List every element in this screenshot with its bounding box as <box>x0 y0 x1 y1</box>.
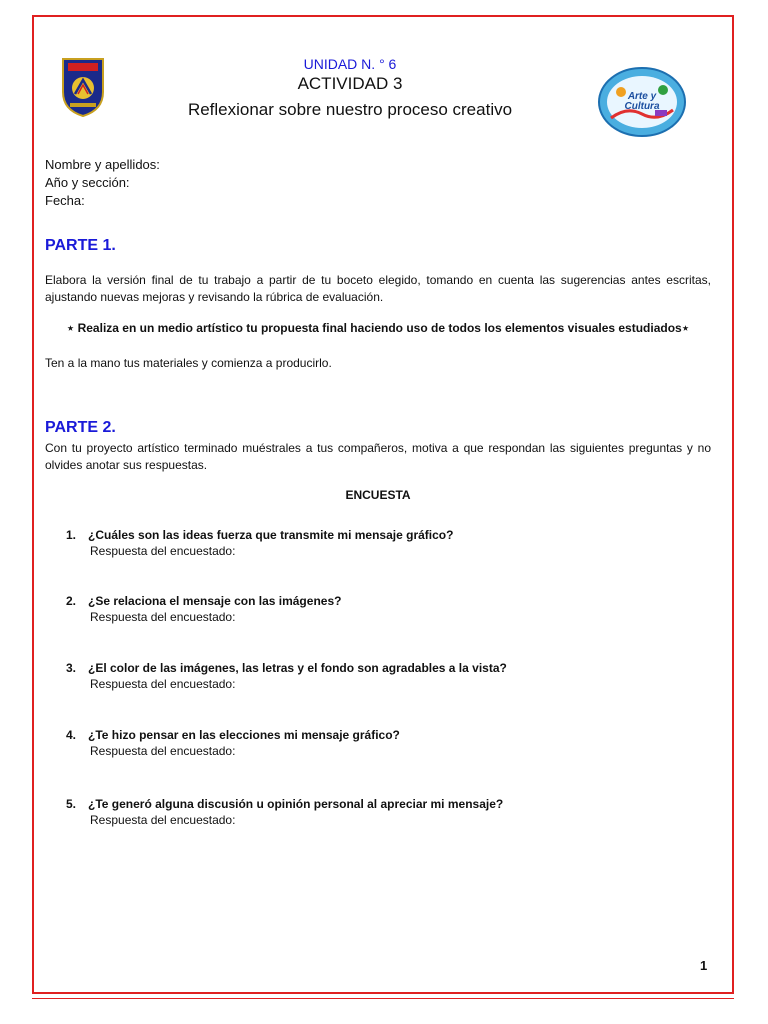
survey-question <box>66 796 686 828</box>
student-info <box>45 156 160 210</box>
answer-label: Respuesta del encuestado: <box>90 813 236 827</box>
answer-label: Respuesta del encuestado: <box>90 610 236 624</box>
question-text: ¿El color de las imágenes, las letras y el fondo son agradables a la vista? <box>88 661 507 675</box>
question-number: 2. <box>66 594 77 608</box>
survey-question <box>66 527 686 559</box>
question-number: 4. <box>66 728 77 742</box>
question-text: ¿Se relaciona el mensaje con las imágenes? <box>88 594 342 608</box>
arte-cultura-logo-text: Arte y Cultura <box>624 91 660 112</box>
question-number: 5. <box>66 797 77 811</box>
survey-title: ENCUESTA <box>345 488 411 502</box>
part1-note: Ten a la mano tus materiales y comienza a producirlo. <box>45 356 332 370</box>
arte-cultura-logo <box>597 66 687 138</box>
survey-question <box>66 660 686 692</box>
part1-instruction: ⋆ Realiza en un medio artístico tu propuesta final haciendo uso de todos los elementos visuales estudiados⋆ <box>66 321 690 335</box>
unit-label: UNIDAD N. ° 6 <box>303 56 397 72</box>
question-text: ¿Te generó alguna discusión u opinión personal al apreciar mi mensaje? <box>88 797 504 811</box>
part2-heading: PARTE 2. <box>45 419 116 436</box>
part1-paragraph: Elabora la versión final de tu trabajo a partir de tu boceto elegido, tomando en cuenta las sugerencias antes escritas, ajustando nuevas mejoras y revisando la rúbrica de evaluación. <box>45 273 711 304</box>
survey-question <box>66 593 686 625</box>
date-field-label: Fecha: <box>45 193 85 208</box>
page-number: 1 <box>700 958 708 973</box>
answer-label: Respuesta del encuestado: <box>90 544 236 558</box>
question-text: ¿Te hizo pensar en las elecciones mi mensaje gráfico? <box>88 728 400 742</box>
year-section-field-label: Año y sección: <box>45 175 130 190</box>
activity-subtitle: Reflexionar sobre nuestro proceso creativo <box>187 100 513 119</box>
survey-question <box>66 727 686 759</box>
answer-label: Respuesta del encuestado: <box>90 744 236 758</box>
question-number: 3. <box>66 661 77 675</box>
part2-paragraph: Con tu proyecto artístico terminado muéstrales a tus compañeros, motiva a que respondan las siguientes preguntas y no olvides anotar sus respuestas. <box>45 441 711 472</box>
part1-heading: PARTE 1. <box>45 237 116 254</box>
name-field-label: Nombre y apellidos: <box>45 157 160 172</box>
question-number: 1. <box>66 528 77 542</box>
question-text: ¿Cuáles son las ideas fuerza que transmite mi mensaje gráfico? <box>88 528 454 542</box>
school-crest-logo <box>60 56 106 118</box>
bottom-rule <box>32 998 734 999</box>
answer-label: Respuesta del encuestado: <box>90 677 236 691</box>
activity-title: ACTIVIDAD 3 <box>297 74 403 93</box>
